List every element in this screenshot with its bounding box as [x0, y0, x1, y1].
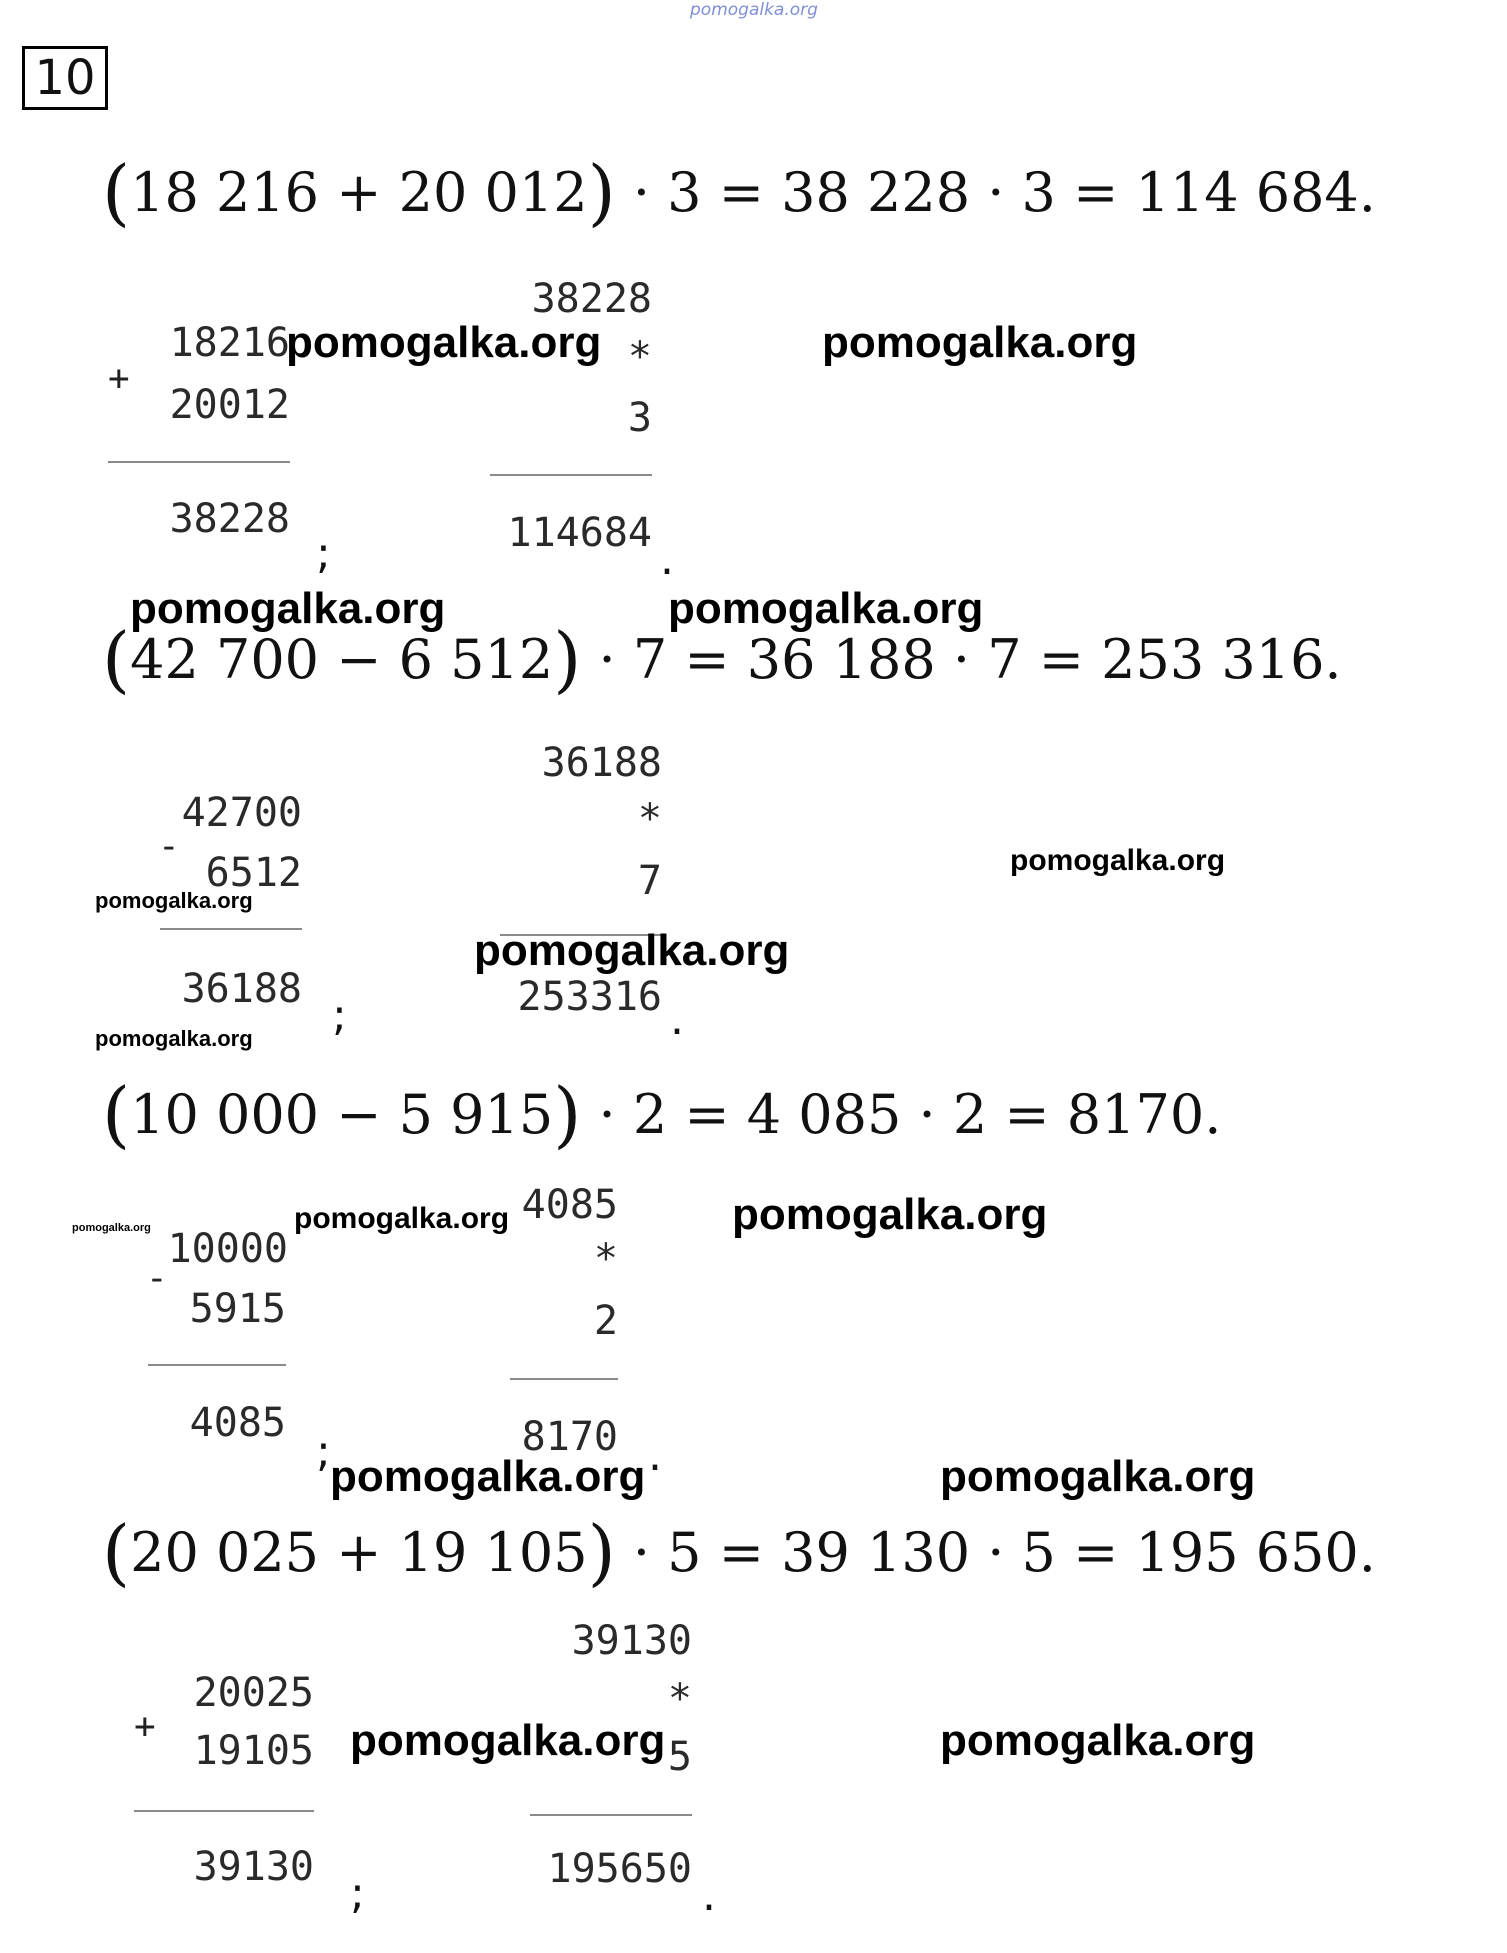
watermark: pomogalka.org: [95, 888, 253, 913]
result-line: [148, 1364, 286, 1366]
watermark: pomogalka.org: [330, 1452, 646, 1501]
sum-result: 38228: [169, 496, 290, 542]
multiply-sign: *: [593, 1236, 618, 1282]
result-line: [530, 1814, 692, 1816]
site-watermark-header: pomogalka.org: [690, 0, 818, 20]
equation-open-paren: (: [102, 1510, 131, 1594]
product-result: 253316: [517, 974, 662, 1020]
subtrahend: 5915: [189, 1286, 286, 1332]
equation-rest: · 3 = 38 228 · 3 = 114 684.: [632, 161, 1376, 224]
equation-inner: 18 216 + 20 012: [130, 161, 588, 224]
multiply-sign: *: [627, 334, 652, 380]
product-result: 114684: [507, 510, 652, 556]
difference-result: 4085: [189, 1400, 286, 1446]
task-number: 10: [22, 46, 108, 110]
result-line: [490, 474, 652, 476]
result-line: [160, 928, 302, 930]
watermark: pomogalka.org: [95, 1026, 253, 1051]
equation-open-paren: (: [102, 617, 131, 701]
period: .: [648, 1430, 662, 1481]
watermark: pomogalka.org: [474, 926, 790, 975]
equation-3: [102, 1072, 1221, 1156]
equation-rest: · 5 = 39 130 · 5 = 195 650.: [632, 1521, 1376, 1584]
multiply-sign: *: [637, 796, 662, 842]
plus-sign: +: [108, 358, 130, 399]
addend-bottom: 19105: [193, 1728, 314, 1774]
equation-inner: 42 700 − 6 512: [130, 628, 554, 691]
product-result: 195650: [547, 1846, 692, 1892]
period: .: [702, 1870, 716, 1921]
addend-top: 18216: [169, 320, 290, 366]
factor-bottom: 7: [637, 858, 662, 904]
equation-4: [102, 1510, 1376, 1594]
plus-sign: +: [134, 1706, 156, 1747]
watermark: pomogalka.org: [940, 1716, 1256, 1765]
product-result: 8170: [521, 1414, 618, 1460]
result-line: [108, 461, 290, 463]
equation-close-paren: ): [553, 617, 582, 701]
factor-top: 38228: [531, 276, 652, 322]
watermark: pomogalka.org: [350, 1716, 666, 1765]
equation-close-paren: ): [587, 150, 616, 234]
subtrahend: 6512: [205, 850, 302, 896]
equation-rest: · 2 = 4 085 · 2 = 8170.: [598, 1083, 1222, 1146]
watermark: pomogalka.org: [732, 1190, 1048, 1239]
minuend: 10000: [167, 1226, 288, 1272]
equation-inner: 10 000 − 5 915: [130, 1083, 554, 1146]
minuend: 42700: [181, 790, 302, 836]
period: .: [670, 994, 684, 1045]
watermark: pomogalka.org: [294, 1202, 510, 1235]
addend-top: 20025: [193, 1670, 314, 1716]
difference-result: 36188: [181, 966, 302, 1012]
watermark: pomogalka.org: [130, 584, 446, 633]
equation-1: [102, 150, 1376, 234]
period: .: [660, 534, 674, 585]
result-line: [510, 1378, 618, 1380]
semicolon: ;: [332, 990, 347, 1041]
sum-result: 39130: [193, 1844, 314, 1890]
watermark: pomogalka.org: [72, 1222, 151, 1234]
addend-bottom: 20012: [169, 382, 290, 428]
minus-sign: -: [158, 826, 180, 867]
semicolon: ;: [316, 1426, 331, 1477]
equation-close-paren: ): [587, 1510, 616, 1594]
factor-top: 39130: [571, 1618, 692, 1664]
equation-inner: 20 025 + 19 105: [130, 1521, 588, 1584]
watermark: pomogalka.org: [940, 1452, 1256, 1501]
equation-open-paren: (: [102, 150, 131, 234]
factor-top: 4085: [521, 1182, 618, 1228]
watermark: pomogalka.org: [822, 318, 1138, 367]
watermark: pomogalka.org: [1010, 844, 1226, 877]
semicolon: ;: [350, 1868, 365, 1919]
factor-bottom: 2: [593, 1298, 618, 1344]
minus-sign: -: [146, 1258, 168, 1299]
factor-bottom: 5: [667, 1734, 692, 1780]
multiply-sign: *: [667, 1676, 692, 1722]
equation-rest: · 7 = 36 188 · 7 = 253 316.: [598, 628, 1342, 691]
watermark: pomogalka.org: [668, 584, 984, 633]
semicolon: ;: [316, 528, 331, 579]
result-line: [134, 1810, 314, 1812]
factor-bottom: 3: [627, 395, 652, 441]
equation-close-paren: ): [553, 1072, 582, 1156]
equation-open-paren: (: [102, 1072, 131, 1156]
factor-top: 36188: [541, 740, 662, 786]
watermark: pomogalka.org: [286, 318, 602, 367]
